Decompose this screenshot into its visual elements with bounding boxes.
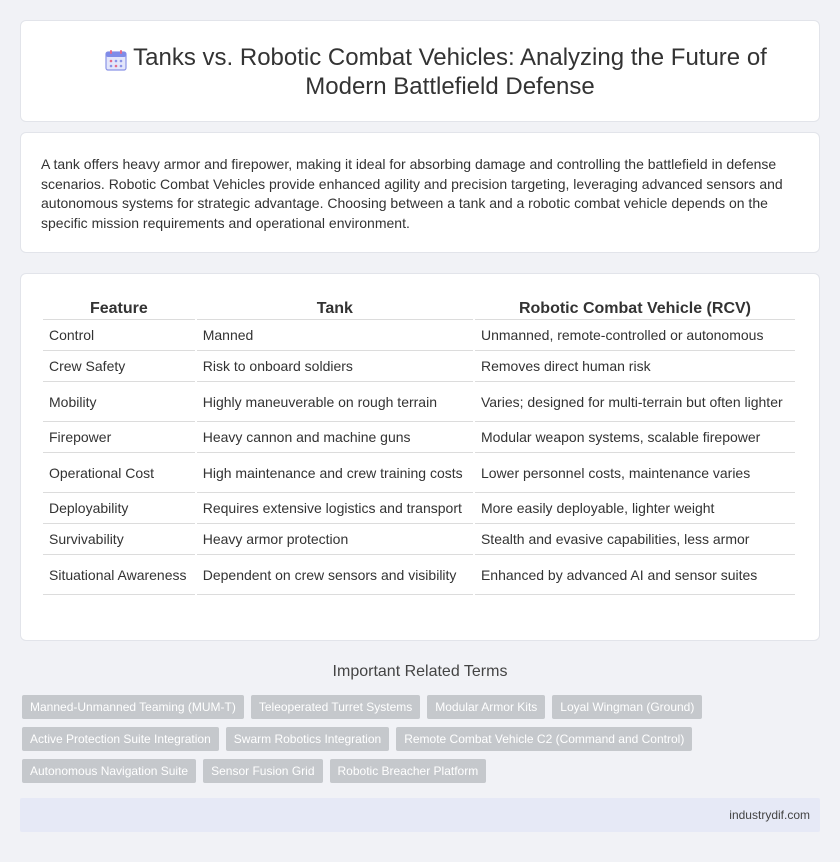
header-feature: Feature [43, 294, 195, 320]
cell-rcv: Stealth and evasive capabilities, less armor [475, 524, 795, 555]
comparison-table [41, 294, 797, 595]
table-row [43, 555, 795, 595]
cell-rcv: Removes direct human risk [475, 351, 795, 382]
cell-feature: Situational Awareness [43, 555, 195, 595]
table-row [43, 320, 795, 351]
cell-feature: Mobility [43, 382, 195, 422]
header-rcv: Robotic Combat Vehicle (RCV) [475, 294, 795, 320]
cell-feature: Survivability [43, 524, 195, 555]
table-row [43, 382, 795, 422]
cell-tank: Requires extensive logistics and transport [197, 493, 473, 524]
tag-active-protection[interactable]: Active Protection Suite Integration [22, 727, 219, 751]
tag-row [22, 727, 812, 751]
cell-tank: Heavy cannon and machine guns [197, 422, 473, 453]
table-row [43, 351, 795, 382]
footer [20, 798, 820, 832]
cell-tank: Heavy armor protection [197, 524, 473, 555]
related-terms-title: Important Related Terms [332, 663, 508, 680]
tag-loyal-wingman[interactable]: Loyal Wingman (Ground) [552, 695, 702, 719]
summary-card [20, 132, 820, 253]
tag-row [22, 695, 812, 719]
page-title: Tanks vs. Robotic Combat Vehicles: Analyzing the Future of Modern Battlefield Defense [133, 44, 767, 100]
tag-row [22, 759, 812, 783]
tag-autonomous-navigation[interactable]: Autonomous Navigation Suite [22, 759, 196, 783]
cell-rcv: Enhanced by advanced AI and sensor suites [475, 555, 795, 595]
tag-remote-combat-c2[interactable]: Remote Combat Vehicle C2 (Command and Control) [396, 727, 692, 751]
cell-tank: Manned [197, 320, 473, 351]
cell-rcv: Unmanned, remote-controlled or autonomous [475, 320, 795, 351]
table-row [43, 493, 795, 524]
table-row [43, 422, 795, 453]
header-tank: Tank [197, 294, 473, 320]
cell-feature: Control [43, 320, 195, 351]
cell-tank: Risk to onboard soldiers [197, 351, 473, 382]
tag-modular-armor[interactable]: Modular Armor Kits [427, 695, 545, 719]
cell-tank: High maintenance and crew training costs [197, 453, 473, 493]
tag-teleoperated-turret[interactable]: Teleoperated Turret Systems [251, 695, 420, 719]
cell-rcv: More easily deployable, lighter weight [475, 493, 795, 524]
footer-site-link[interactable]: industrydif.com [729, 808, 810, 822]
cell-feature: Operational Cost [43, 453, 195, 493]
cell-rcv: Lower personnel costs, maintenance varies [475, 453, 795, 493]
tag-sensor-fusion[interactable]: Sensor Fusion Grid [203, 759, 322, 783]
tag-robotic-breacher[interactable]: Robotic Breacher Platform [330, 759, 487, 783]
cell-rcv: Modular weapon systems, scalable firepower [475, 422, 795, 453]
related-tags [22, 695, 812, 791]
table-header-row [43, 294, 795, 320]
table-row [43, 453, 795, 493]
cell-feature: Crew Safety [43, 351, 195, 382]
tag-swarm-robotics[interactable]: Swarm Robotics Integration [226, 727, 389, 751]
summary-text: A tank offers heavy armor and firepower, making it ideal for absorbing damage and controlling the battlefield in defense scenarios. Robotic Combat Vehicles provide enhanced agility and precision targeting, leveraging advanced sensors and autonomous systems for strategic advantage. Choosing between a tank and a robotic combat vehicle depends on the specific mission requirements and operational environment. [41, 156, 783, 231]
table-row [43, 524, 795, 555]
tag-mum-t[interactable]: Manned-Unmanned Teaming (MUM-T) [22, 695, 244, 719]
comparison-card [20, 273, 820, 641]
cell-feature: Deployability [43, 493, 195, 524]
cell-tank: Highly maneuverable on rough terrain [197, 382, 473, 422]
cell-feature: Firepower [43, 422, 195, 453]
cell-tank: Dependent on crew sensors and visibility [197, 555, 473, 595]
cell-rcv: Varies; designed for multi-terrain but often lighter [475, 382, 795, 422]
title-card [20, 20, 820, 122]
